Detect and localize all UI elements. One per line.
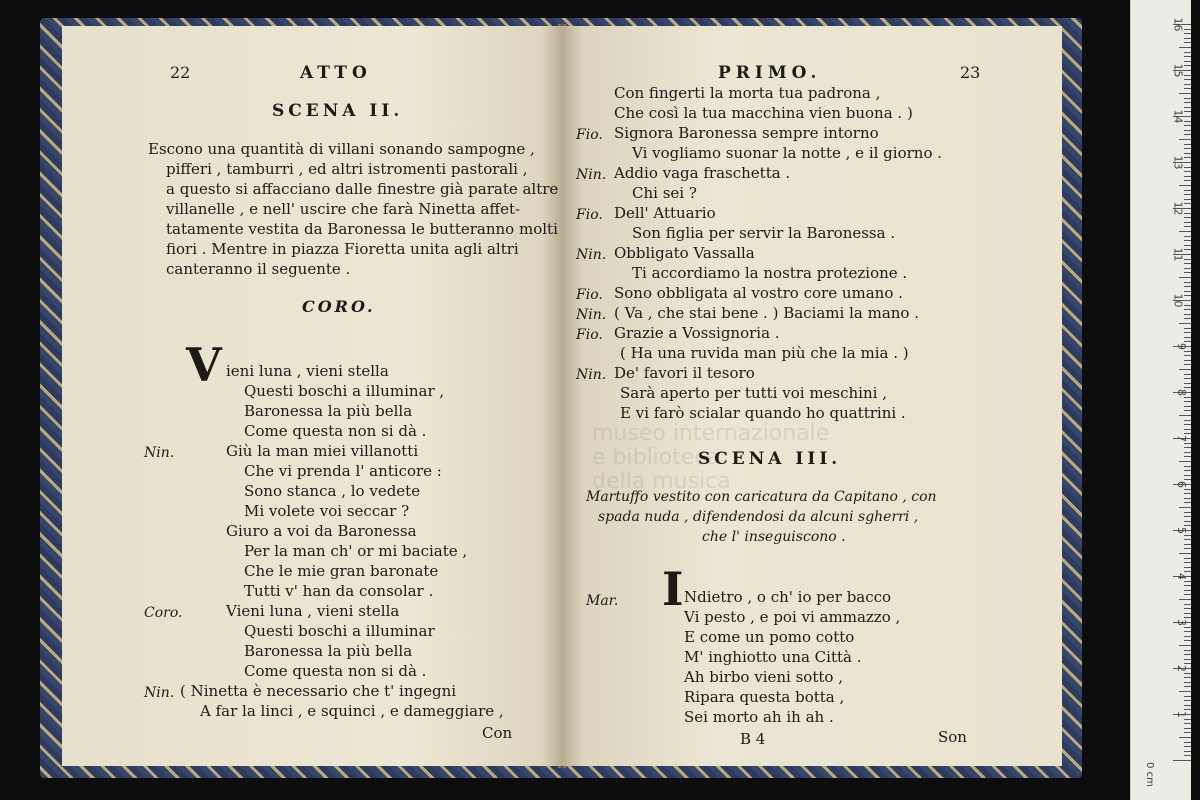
dialogue-line: Sarà aperto per tutti voi meschini , [620, 384, 887, 402]
verse-line: Tutti v' han da consolar . [244, 582, 434, 600]
right-scene-title: SCENA III. [698, 449, 842, 469]
ruler-tick [1179, 47, 1191, 48]
dialogue-line: ( Ha una ruvida man più che la mia . ) [620, 344, 909, 362]
ruler-tick [1184, 383, 1191, 384]
verse-line: Questi boschi a illuminar [244, 622, 435, 640]
dialogue-line: Vi vogliamo suonar la notte , e il giorno . [632, 144, 943, 162]
ruler-tick [1184, 452, 1191, 453]
ruler-tick [1179, 645, 1191, 646]
ruler-tick [1184, 594, 1191, 595]
ruler-tick [1184, 544, 1191, 545]
right-page [562, 26, 1062, 766]
ruler-tick [1184, 121, 1191, 122]
dialogue-line: Con fingerti la morta tua padrona , [614, 84, 881, 102]
ruler-tick [1184, 203, 1191, 204]
ruler-tick [1184, 88, 1191, 89]
ruler-number: 8 [1175, 389, 1188, 396]
ruler-tick [1184, 98, 1191, 99]
speaker-label: Nin. [576, 167, 607, 183]
ruler-tick [1184, 134, 1191, 135]
signature-mark: B 4 [740, 730, 766, 748]
verse-line: Giuro a voi da Baronessa [226, 522, 417, 540]
ruler-tick [1184, 38, 1191, 39]
ruler-tick [1184, 705, 1191, 706]
mar-line: Sei morto ah ih ah . [684, 708, 834, 726]
left-stage-line: pifferi , tamburri , ed altri istromenti pastorali , [166, 160, 528, 178]
ruler-tick [1184, 144, 1191, 145]
ruler-number: 16 [1171, 17, 1185, 32]
ruler-tick [1184, 475, 1191, 476]
verse-line: A far la linci , e squinci , e dameggiare , [200, 702, 504, 720]
ruler-number: 3 [1175, 619, 1188, 626]
ruler-tick [1184, 397, 1191, 398]
dialogue-line: Son figlia per servir la Baronessa . [632, 224, 896, 242]
ruler-tick [1184, 364, 1191, 365]
ruler-tick [1184, 360, 1191, 361]
verse-line: Giù la man miei villanotti [226, 442, 419, 460]
ruler-number: 10 [1171, 293, 1185, 308]
ruler-tick [1184, 700, 1191, 701]
ruler-tick [1184, 443, 1191, 444]
ruler-number: 2 [1175, 665, 1188, 672]
speaker-label: Nin. [576, 367, 607, 383]
ruler-tick [1184, 696, 1191, 697]
left-drop-cap: V [186, 338, 222, 392]
ruler-tick [1184, 291, 1191, 292]
ruler-tick [1184, 332, 1191, 333]
ruler-number: 14 [1171, 109, 1185, 124]
ruler-tick [1184, 355, 1191, 356]
ruler-number: 4 [1175, 573, 1188, 580]
ruler-tick [1184, 286, 1191, 287]
ruler-tick [1184, 498, 1191, 499]
left-stage-line: fiori . Mentre in piazza Fioretta unita agli altri [166, 240, 519, 258]
ruler-tick [1184, 194, 1191, 195]
ruler-tick [1184, 148, 1191, 149]
speaker-label: Coro. [144, 605, 183, 621]
dialogue-line: ( Va , che stai bene . ) Baciami la mano . [614, 304, 920, 322]
ruler-tick [1184, 755, 1191, 756]
verse-line: Baronessa la più bella [244, 402, 413, 420]
ruler-tick [1184, 309, 1191, 310]
verse-line: Come questa non si dà . [244, 422, 427, 440]
mar-line: Ah birbo vieni sotto , [684, 668, 843, 686]
ruler-tick [1184, 33, 1191, 34]
verse-line: ( Ninetta è necessario che t' ingegni [180, 682, 457, 700]
dialogue-line: E vi farò scialar quando ho quattrini . [620, 404, 906, 422]
ruler-tick [1184, 581, 1191, 582]
ruler-tick [1184, 180, 1191, 181]
ruler-tick [1184, 259, 1191, 260]
ruler-tick [1184, 222, 1191, 223]
ruler-tick [1184, 52, 1191, 53]
watermark-line: museo internazionale [592, 421, 830, 446]
book [40, 18, 1082, 778]
mar-line: Vi pesto , e poi vi ammazzo , [684, 608, 901, 626]
ruler-tick [1184, 682, 1191, 683]
ruler-tick [1179, 231, 1191, 232]
ruler-tick [1184, 604, 1191, 605]
ruler-tick [1184, 61, 1191, 62]
ruler-tick [1184, 236, 1191, 237]
verse-line: Come questa non si dà . [244, 662, 427, 680]
ruler-tick [1184, 295, 1191, 296]
ruler-tick [1184, 640, 1191, 641]
ruler-tick [1184, 429, 1191, 430]
ruler-tick [1184, 650, 1191, 651]
ruler-tick [1184, 719, 1191, 720]
ruler-tick [1184, 654, 1191, 655]
chorus-heading: CORO. [302, 297, 376, 316]
ruler-tick [1184, 535, 1191, 536]
ruler-tick [1184, 240, 1191, 241]
left-stage-line: a questo si affacciano dalle finestre già parate altre [166, 180, 559, 198]
measuring-ruler [1130, 0, 1191, 800]
ruler-tick [1184, 351, 1191, 352]
ruler-tick [1179, 599, 1191, 600]
ruler-tick [1184, 608, 1191, 609]
dialogue-line: Chi sei ? [632, 184, 697, 202]
ruler-tick [1184, 337, 1191, 338]
ruler-tick [1179, 415, 1191, 416]
dialogue-line: Che così la tua macchina vien buona . ) [614, 104, 913, 122]
ruler-tick [1179, 277, 1191, 278]
ruler-tick [1184, 590, 1191, 591]
verse-line: Che vi prenda l' anticore : [244, 462, 442, 480]
ruler-tick [1184, 318, 1191, 319]
ruler-tick [1184, 613, 1191, 614]
ruler-tick [1184, 723, 1191, 724]
ruler-tick [1184, 79, 1191, 80]
left-page-number: 22 [170, 63, 191, 82]
ruler-tick [1184, 125, 1191, 126]
right-stage-line: Martuffo vestito con caricatura da Capitano , con [586, 489, 937, 505]
dialogue-line: Signora Baronessa sempre intorno [614, 124, 879, 142]
right-page-number: 23 [960, 63, 981, 82]
ruler-tick [1184, 562, 1191, 563]
ruler-tick [1184, 742, 1191, 743]
ruler-tick [1184, 521, 1191, 522]
ruler-tick [1184, 567, 1191, 568]
verse-line: Mi volete voi seccar ? [244, 502, 410, 520]
right-stage-line: che l' inseguiscono . [702, 529, 846, 545]
verse-line: Per la man ch' or mi baciate , [244, 542, 468, 560]
speaker-label: Nin. [144, 685, 175, 701]
left-stage-line: villanelle , e nell' uscire che farà Ninetta affet- [166, 200, 521, 218]
ruler-tick [1184, 447, 1191, 448]
ruler-tick [1184, 424, 1191, 425]
ruler-tick [1184, 374, 1191, 375]
watermark-line: e biblioteca [592, 445, 720, 470]
ruler-tick [1184, 282, 1191, 283]
speaker-label: Fio. [576, 327, 603, 343]
ruler-tick [1179, 737, 1191, 738]
ruler-tick [1184, 42, 1191, 43]
ruler-tick [1184, 107, 1191, 108]
speaker-label: Fio. [576, 207, 603, 223]
ruler-tick [1184, 539, 1191, 540]
ruler-unit-label: 0 cm [1143, 762, 1155, 787]
ruler-tick [1184, 406, 1191, 407]
verse-line: Vieni luna , vieni stella [226, 602, 400, 620]
ruler-tick [1184, 75, 1191, 76]
ruler-tick [1184, 199, 1191, 200]
ruler-tick [1184, 401, 1191, 402]
right-stage-line: spada nuda , difendendosi da alcuni sgherri , [598, 509, 919, 525]
ruler-tick [1184, 29, 1191, 30]
ruler-tick [1184, 130, 1191, 131]
ruler-tick [1179, 553, 1191, 554]
ruler-tick [1184, 217, 1191, 218]
ruler-tick [1179, 507, 1191, 508]
ruler-tick [1184, 111, 1191, 112]
ruler-number: 9 [1175, 343, 1188, 350]
ruler-number: 13 [1171, 155, 1185, 170]
dialogue-line: Grazie a Vossignoria . [614, 324, 780, 342]
left-stage-line: tatamente vestita da Baronessa le butteranno molti [166, 220, 558, 238]
ruler-tick [1184, 558, 1191, 559]
ruler-tick [1184, 466, 1191, 467]
ruler-tick [1173, 760, 1191, 761]
ruler-tick [1184, 176, 1191, 177]
ruler-tick [1184, 226, 1191, 227]
ruler-tick [1179, 691, 1191, 692]
ruler-tick [1184, 190, 1191, 191]
ruler-tick [1184, 456, 1191, 457]
ruler-tick [1184, 328, 1191, 329]
mar-line: Ndietro , o ch' io per bacco [684, 588, 892, 606]
verse-line: Baronessa la più bella [244, 642, 413, 660]
ruler-number: 7 [1175, 435, 1188, 442]
ruler-tick [1184, 167, 1191, 168]
verse-line: Sono stanca , lo vedete [244, 482, 421, 500]
watermark-line: della musica [592, 469, 731, 494]
ruler-tick [1184, 493, 1191, 494]
ruler-tick [1184, 470, 1191, 471]
ruler-tick [1184, 585, 1191, 586]
left-scene-title: SCENA II. [272, 101, 404, 121]
ruler-tick [1184, 157, 1191, 158]
right-drop-cap: I [662, 562, 684, 616]
speaker-label: Nin. [144, 445, 175, 461]
ruler-tick [1179, 185, 1191, 186]
left-stage-line: canteranno il seguente . [166, 260, 351, 278]
ruler-tick [1179, 323, 1191, 324]
dialogue-line: Addio vaga fraschetta . [614, 164, 791, 182]
ruler-tick [1184, 410, 1191, 411]
ruler-tick [1184, 102, 1191, 103]
ruler-tick [1184, 548, 1191, 549]
ruler-tick [1184, 686, 1191, 687]
verse-line: ieni luna , vieni stella [226, 362, 389, 380]
ruler-number: 6 [1175, 481, 1188, 488]
ruler-number: 12 [1171, 201, 1185, 216]
ruler-tick [1184, 263, 1191, 264]
ruler-number: 1 [1175, 711, 1188, 718]
dialogue-line: Dell' Attuario [614, 204, 716, 222]
ruler-number: 15 [1171, 63, 1185, 78]
right-running-head: PRIMO. [718, 63, 822, 83]
dialogue-line: De' favori il tesoro [614, 364, 755, 382]
ruler-tick [1184, 272, 1191, 273]
verse-line: Questi boschi a illuminar , [244, 382, 445, 400]
dialogue-line: Obbligato Vassalla [614, 244, 755, 262]
ruler-tick [1184, 378, 1191, 379]
ruler-tick [1184, 631, 1191, 632]
ruler-tick [1184, 636, 1191, 637]
speaker-label: Nin. [576, 247, 607, 263]
ruler-tick [1179, 139, 1191, 140]
ruler-tick [1184, 746, 1191, 747]
left-running-head: ATTO [300, 63, 372, 83]
ruler-tick [1184, 659, 1191, 660]
ruler-tick [1184, 314, 1191, 315]
ruler-tick [1184, 153, 1191, 154]
right-catchword: Son [938, 728, 967, 746]
ruler-tick [1184, 305, 1191, 306]
ruler-tick [1179, 461, 1191, 462]
ruler-tick [1184, 677, 1191, 678]
dialogue-line: Sono obbligata al vostro core umano . [614, 284, 903, 302]
ruler-tick [1184, 56, 1191, 57]
mar-line: E come un pomo cotto [684, 628, 855, 646]
ruler-tick [1184, 213, 1191, 214]
ruler-number: 11 [1171, 247, 1185, 262]
ruler-tick [1184, 728, 1191, 729]
dialogue-line: Ti accordiamo la nostra protezione . [632, 264, 908, 282]
verse-line: Che le mie gran baronate [244, 562, 439, 580]
speaker-label: Mar. [586, 593, 619, 609]
ruler-tick [1184, 732, 1191, 733]
ruler-tick [1179, 369, 1191, 370]
speaker-label: Nin. [576, 307, 607, 323]
ruler-tick [1184, 84, 1191, 85]
ruler-number: 5 [1175, 527, 1188, 534]
ruler-tick [1184, 673, 1191, 674]
ruler-tick [1184, 512, 1191, 513]
ruler-tick [1184, 65, 1191, 66]
ruler-tick [1179, 93, 1191, 94]
left-stage-line: Escono una quantità di villani sonando sampogne , [148, 140, 535, 158]
ruler-tick [1184, 249, 1191, 250]
mar-line: Ripara questa botta , [684, 688, 845, 706]
ruler-tick [1184, 516, 1191, 517]
ruler-tick [1184, 171, 1191, 172]
ruler-tick [1184, 420, 1191, 421]
ruler-tick [1184, 489, 1191, 490]
ruler-tick [1184, 502, 1191, 503]
left-page [62, 26, 562, 766]
speaker-label: Fio. [576, 127, 603, 143]
speaker-label: Fio. [576, 287, 603, 303]
ruler-tick [1184, 627, 1191, 628]
left-catchword: Con [482, 724, 513, 742]
ruler-tick [1184, 245, 1191, 246]
ruler-tick [1184, 751, 1191, 752]
mar-line: M' inghiotto una Città . [684, 648, 862, 666]
ruler-tick [1184, 268, 1191, 269]
